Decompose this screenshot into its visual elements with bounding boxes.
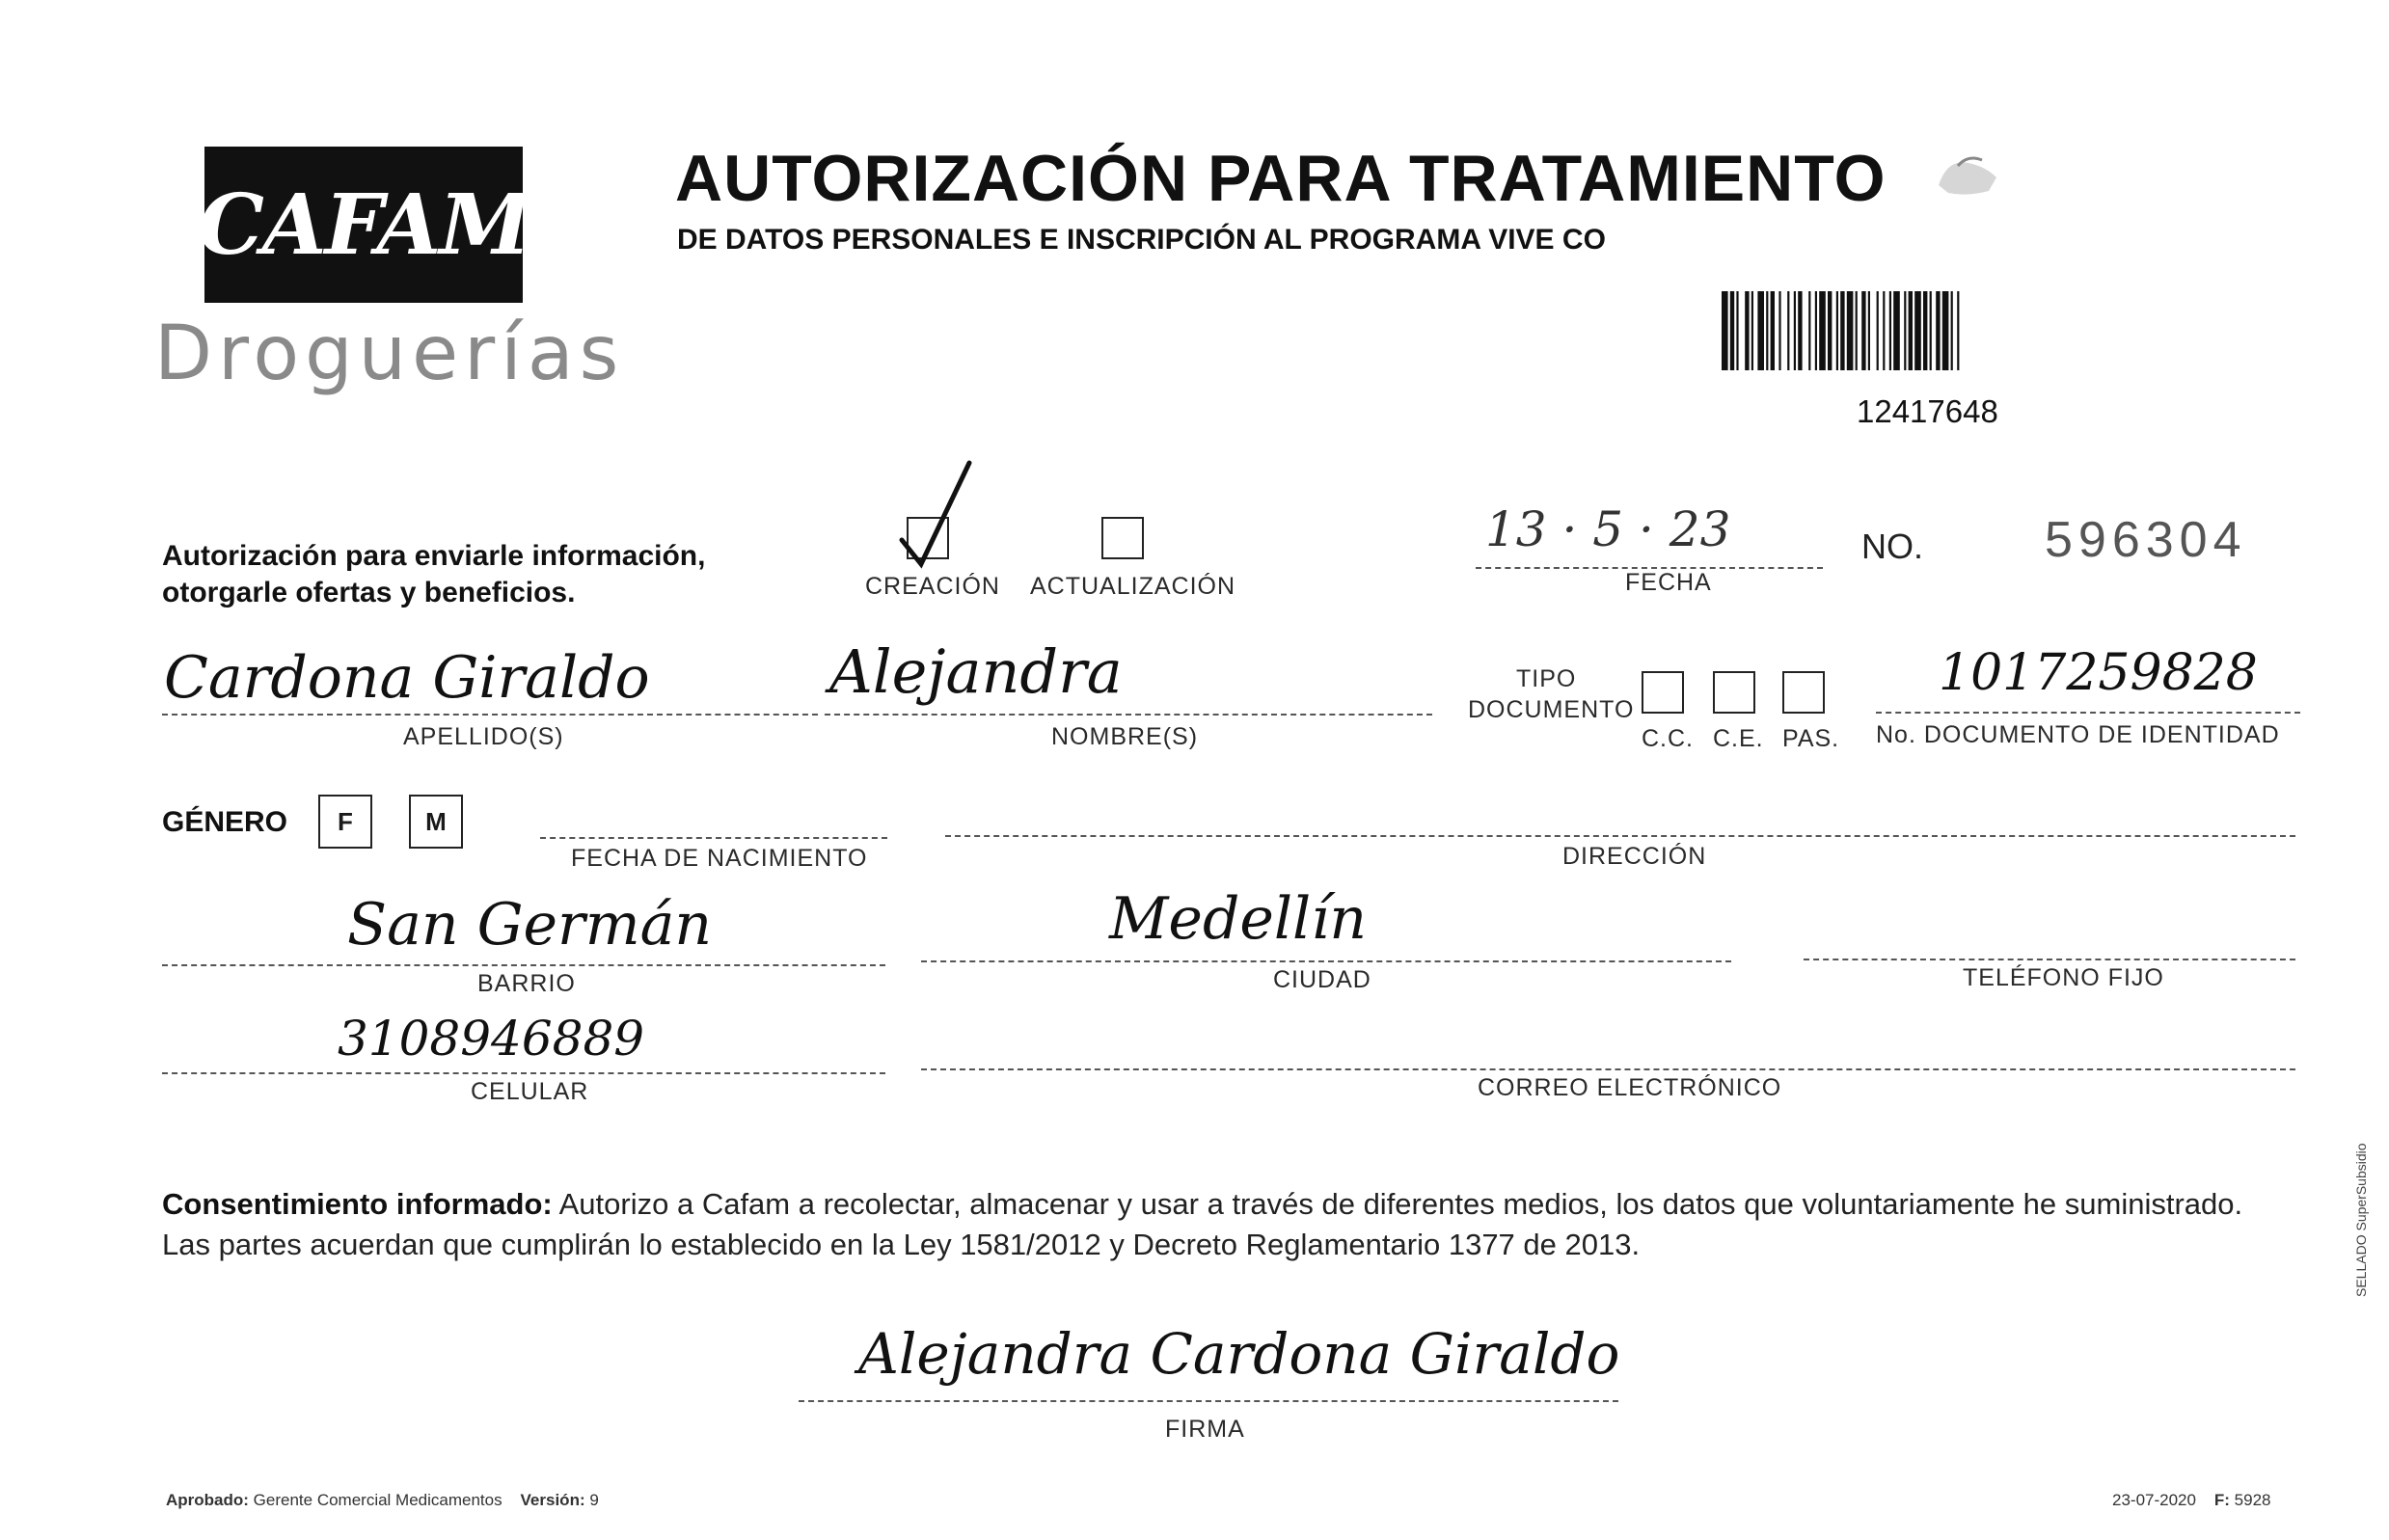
ce-label: C.E. — [1713, 725, 1764, 752]
fecha-value[interactable]: 13 · 5 · 23 — [1485, 501, 1731, 557]
barcode-bar — [1766, 291, 1768, 370]
barrio-label: BARRIO — [477, 970, 576, 997]
logo-subtext: Droguerías — [154, 311, 625, 397]
barcode-bar — [1798, 291, 1802, 370]
barcode-bar — [1951, 291, 1953, 370]
signature-value[interactable]: Alejandra Cardona Giraldo — [858, 1321, 1620, 1387]
barcode-bar — [1904, 291, 1906, 370]
barcode-bar — [1868, 291, 1870, 370]
side-stamp-text: SELLADO SuperSubsidio — [2353, 1143, 2369, 1297]
code-label: F: — [2213, 1491, 2230, 1509]
version-value: 9 — [589, 1491, 599, 1509]
barcode-bar — [1840, 291, 1844, 370]
nombres-line — [825, 714, 1432, 716]
doc-line — [1876, 712, 2300, 714]
correo-label: CORREO ELECTRÓNICO — [1478, 1074, 1782, 1101]
barcode-bar — [1861, 291, 1865, 370]
nacimiento-label: FECHA DE NACIMIENTO — [571, 845, 868, 872]
barcode-bar — [1936, 291, 1940, 370]
nacimiento-line — [540, 837, 887, 839]
footer-approval — [166, 1491, 599, 1510]
form-title: AUTORIZACIÓN PARA TRATAMIENTO — [675, 142, 1887, 215]
consent-body: Autorizo a Cafam a recolectar, almacenar y usar a través de diferentes medios, los datos que voluntariamente he suministrado. Las partes acuerdan que cumplirán lo establecido en la Ley 1581/2012 y Decreto Reglamentario 1377 de 2013. — [162, 1187, 2243, 1261]
cc-checkbox[interactable] — [1642, 671, 1684, 714]
barcode — [1722, 291, 2107, 370]
barcode-bar — [1942, 291, 1949, 370]
cc-label: C.C. — [1642, 725, 1694, 752]
barcode-bar — [1757, 291, 1764, 370]
barcode-bar — [1745, 291, 1749, 370]
nombres-label: NOMBRE(S) — [1051, 723, 1199, 750]
authorization-text-line1: Autorización para enviarle información, — [162, 540, 706, 572]
barcode-bar — [1808, 291, 1810, 370]
barcode-bar — [1828, 291, 1832, 370]
barcode-bar — [1819, 291, 1826, 370]
creacion-label: CREACIÓN — [865, 573, 1000, 600]
barcode-bar — [1836, 291, 1838, 370]
barcode-bar — [1909, 291, 1913, 370]
barcode-bar — [1923, 291, 1927, 370]
barcode-bar — [1736, 291, 1738, 370]
barcode-bar — [1856, 291, 1858, 370]
celular-line — [162, 1072, 885, 1074]
apellidos-line — [162, 714, 818, 716]
barcode-bar — [1877, 291, 1879, 370]
barcode-bar — [1893, 291, 1900, 370]
authorization-text-line2: otorgarle ofertas y beneficios. — [162, 577, 576, 608]
barrio-value[interactable]: San Germán — [347, 891, 713, 959]
telefono-line — [1804, 959, 2295, 960]
documento-label: DOCUMENTO — [1468, 696, 1635, 723]
direccion-label: DIRECCIÓN — [1562, 843, 1707, 870]
barcode-bar — [1778, 291, 1780, 370]
celular-label: CELULAR — [471, 1078, 589, 1105]
cafam-logo — [198, 147, 529, 303]
footer-date: 23-07-2020 — [2112, 1491, 2196, 1509]
ciudad-line — [921, 960, 1731, 962]
correo-line — [921, 1068, 2295, 1070]
form-subtitle: DE DATOS PERSONALES E INSCRIPCIÓN AL PROGRAMA VIVE CO — [677, 224, 1606, 256]
barcode-bar — [1787, 291, 1789, 370]
barrio-line — [162, 964, 885, 966]
barcode-bar — [1930, 291, 1932, 370]
direccion-line — [945, 835, 2295, 837]
ciudad-label: CIUDAD — [1273, 966, 1371, 993]
logo-text: CAFAM — [198, 176, 529, 274]
scan-mark-icon — [1929, 147, 2006, 201]
checkmark-icon — [892, 453, 979, 579]
signature-line — [799, 1400, 1618, 1402]
pas-checkbox[interactable] — [1782, 671, 1825, 714]
consent-heading: Consentimiento informado: — [162, 1187, 553, 1221]
actualizacion-checkbox[interactable] — [1101, 517, 1144, 559]
ciudad-value[interactable]: Medellín — [1109, 885, 1368, 953]
barcode-bar — [1883, 291, 1885, 370]
genero-m-label: M — [425, 806, 447, 836]
doc-value[interactable]: 1017259828 — [1939, 644, 2258, 702]
barcode-bar — [1722, 291, 1728, 370]
consent-paragraph — [162, 1184, 2284, 1265]
signature-label: FIRMA — [1165, 1416, 1245, 1443]
tipo-label: TIPO — [1516, 665, 1577, 692]
aprobado-value: Gerente Comercial Medicamentos — [253, 1491, 502, 1509]
no-label: NO. — [1861, 527, 1924, 566]
genero-m-checkbox[interactable] — [409, 795, 463, 849]
no-value: 596304 — [2045, 512, 2247, 568]
barcode-bar — [1815, 291, 1817, 370]
apellidos-value[interactable]: Cardona Giraldo — [164, 644, 650, 712]
barcode-bar — [1957, 291, 1959, 370]
footer-code — [2112, 1491, 2270, 1510]
barcode-bar — [1847, 291, 1854, 370]
barcode-number: 12417648 — [1857, 393, 1998, 429]
aprobado-label: Aprobado: — [166, 1491, 249, 1509]
celular-value[interactable]: 3108946889 — [338, 1011, 645, 1067]
fecha-label: FECHA — [1625, 569, 1712, 596]
barcode-bar — [1751, 291, 1753, 370]
doc-label: No. DOCUMENTO DE IDENTIDAD — [1876, 721, 2280, 748]
barcode-bar — [1771, 291, 1775, 370]
ce-checkbox[interactable] — [1713, 671, 1755, 714]
nombres-value[interactable]: Alejandra — [829, 636, 1123, 707]
genero-f-label: F — [338, 806, 353, 836]
barcode-bar — [1794, 291, 1796, 370]
genero-label: GÉNERO — [162, 806, 288, 838]
code-value: 5928 — [2234, 1491, 2271, 1509]
barcode-bar — [1730, 291, 1734, 370]
telefono-label: TELÉFONO FIJO — [1963, 964, 2164, 991]
pas-label: PAS. — [1782, 725, 1840, 752]
barcode-bar — [1914, 291, 1921, 370]
version-label: Versión: — [520, 1491, 585, 1509]
barcode-bar — [1889, 291, 1891, 370]
actualizacion-label: ACTUALIZACIÓN — [1030, 573, 1236, 600]
genero-f-checkbox[interactable] — [318, 795, 372, 849]
apellidos-label: APELLIDO(S) — [403, 723, 564, 750]
